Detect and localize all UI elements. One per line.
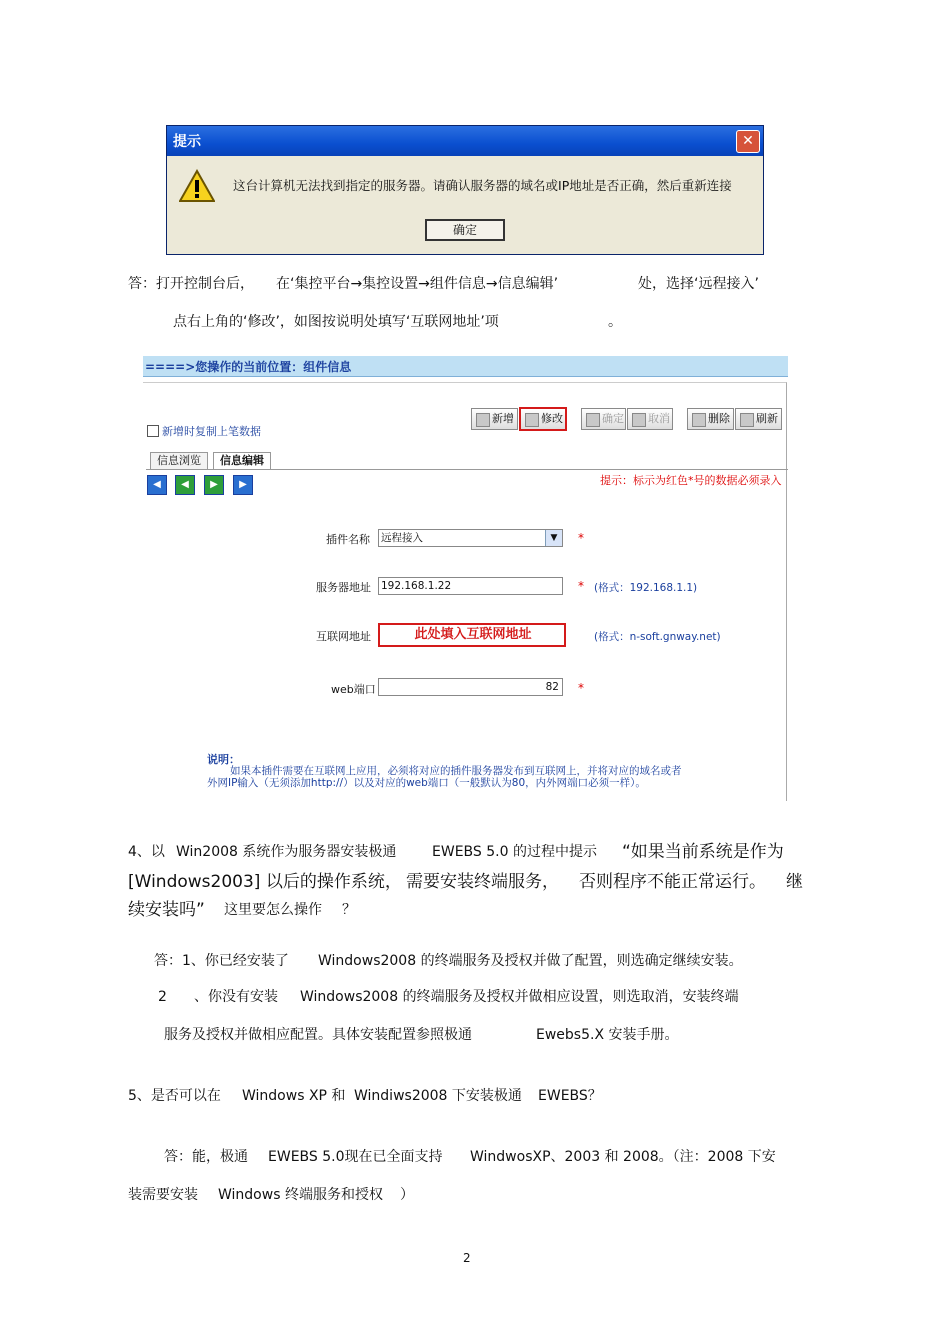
error-dialog <box>166 125 764 255</box>
note-line1: 如果本插件需要在互联网上应用，必须将对应的插件服务器发布到互联网上，并将对应的域名或者 <box>230 765 682 777</box>
answer1-part2: 在‘集控平台→集控设置→组件信息→信息编辑’ <box>276 276 559 292</box>
answer1-part1: 答：打开控制台后， <box>128 276 254 292</box>
location-text: ====>您操作的当前位置：组件信息 <box>145 360 352 374</box>
refresh-icon <box>740 413 754 427</box>
confirm-icon <box>586 413 600 427</box>
cancel-button[interactable] <box>627 408 673 430</box>
tab-divider <box>146 469 788 470</box>
plugin-label: 插件名称 <box>326 533 370 546</box>
next-record-icon[interactable]: ▶ <box>204 475 224 495</box>
plugin-select[interactable] <box>378 529 563 547</box>
note-line2: 外网IP输入（无须添加http://）以及对应的web端口（一般默认为80，内外网端口必须一样）。 <box>207 777 646 789</box>
q4-l3a: 续安装吗” <box>128 900 205 920</box>
location-bar <box>143 356 788 377</box>
a5-l2b: Windows 终端服务和授权 <box>218 1187 383 1203</box>
edit-label: 修改 <box>541 412 563 425</box>
warning-icon <box>179 169 215 203</box>
q5-a: 5、是否可以在 <box>128 1088 221 1104</box>
required-star: * <box>578 531 584 545</box>
first-record-icon[interactable]: ◀ <box>147 475 167 495</box>
a5-l1b: EWEBS 5.0现在已全面支持 <box>268 1149 443 1165</box>
q4-l3c: ？ <box>342 902 356 918</box>
chevron-down-icon[interactable]: ▼ <box>545 530 562 546</box>
server-format: (格式：192.168.1.1) <box>594 582 698 594</box>
q5-d: EWEBS？ <box>538 1088 602 1104</box>
internet-format: (格式：n-soft.gnway.net) <box>594 631 721 643</box>
a4-l2b: 、你没有安装 <box>194 989 278 1005</box>
last-record-icon[interactable]: ▶ <box>233 475 253 495</box>
q5-c: Windiws2008 下安装极通 <box>354 1088 522 1104</box>
required-star: * <box>578 579 584 593</box>
a4-l1a: 答：1、你已经安装了 <box>154 953 289 969</box>
cancel-label: 取消 <box>648 412 670 425</box>
a4-l2c: Windows2008 的终端服务及授权并做相应设置，则选取消，安装终端 <box>300 989 739 1005</box>
dialog-message: 这台计算机无法找到指定的服务器。请确认服务器的域名或IP地址是否正确，然后重新连接 <box>233 178 732 193</box>
confirm-button[interactable] <box>581 408 626 430</box>
required-star: * <box>578 681 584 695</box>
delete-button[interactable] <box>687 408 734 430</box>
answer1-part3: 处，选择‘远程接入’ <box>638 276 759 292</box>
edit-icon <box>525 413 539 427</box>
copy-checkbox[interactable] <box>147 425 159 437</box>
q5-b: Windows XP 和 <box>242 1088 346 1104</box>
internet-label: 互联网地址 <box>316 630 371 643</box>
a5-l1c: WindwosXP、2003 和 2008。（注：2008 下安 <box>470 1149 776 1165</box>
a4-l3a: 服务及授权并做相应配置。具体安装配置参照极通 <box>164 1027 472 1043</box>
a4-l2a: 2 <box>158 989 167 1005</box>
dialog-title: 提示 <box>173 134 201 150</box>
confirm-label: 确定 <box>602 412 624 425</box>
web-port-label: web端口 <box>331 683 376 696</box>
q4-l1b: Win2008 系统作为服务器安装极通 <box>176 844 397 860</box>
add-button[interactable] <box>471 408 518 430</box>
q4-l1d: “如果当前系统是作为 <box>622 842 784 862</box>
delete-label: 删除 <box>708 412 730 425</box>
q4-l2c: 否则程序不能正常运行。 <box>579 872 766 892</box>
add-icon <box>476 413 490 427</box>
web-port-input[interactable]: 82 <box>378 678 563 696</box>
server-label: 服务器地址 <box>316 581 371 594</box>
note-title: 说明： <box>207 753 240 766</box>
q4-l2b: 需要安装终端服务， <box>406 872 559 892</box>
ok-button[interactable]: 确定 <box>425 219 505 241</box>
q4-l2d: 继 <box>786 872 803 892</box>
a5-l2c: ） <box>400 1187 414 1203</box>
a5-l1a: 答：能，极通 <box>164 1149 248 1165</box>
close-icon[interactable]: ✕ <box>736 130 760 153</box>
copy-checkbox-label: 新增时复制上笔数据 <box>162 425 261 438</box>
plugin-value: 远程接入 <box>381 532 423 544</box>
refresh-label: 刷新 <box>756 412 778 425</box>
tab-edit[interactable]: 信息编辑 <box>213 452 271 470</box>
edit-button[interactable] <box>519 407 567 431</box>
q4-l1c: EWEBS 5.0 的过程中提示 <box>432 844 597 860</box>
cancel-icon <box>632 413 646 427</box>
dialog-titlebar <box>167 126 763 156</box>
page-number: 2 <box>463 1251 471 1265</box>
refresh-button[interactable] <box>735 408 782 430</box>
q4-l2a: [Windows2003] 以后的操作系统， <box>128 872 402 892</box>
q4-l3b: 这里要怎么操作 <box>224 902 322 918</box>
a5-l2a: 装需要安装 <box>128 1187 198 1203</box>
add-label: 新增 <box>492 412 514 425</box>
delete-icon <box>692 413 706 427</box>
a4-l1b: Windows2008 的终端服务及授权并做了配置，则选确定继续安装。 <box>318 953 743 969</box>
answer1-line2: 点右上角的‘修改’，如图按说明处填写‘互联网地址’项 <box>173 314 499 330</box>
prev-record-icon[interactable]: ◀ <box>175 475 195 495</box>
q4-l1a: 4、以 <box>128 844 165 860</box>
a4-l3b: Ewebs5.X 安装手册。 <box>536 1027 679 1043</box>
answer1-line2-end: 。 <box>608 314 622 330</box>
server-input[interactable]: 192.168.1.22 <box>378 577 563 595</box>
tab-browse[interactable]: 信息浏览 <box>150 452 208 470</box>
internet-input[interactable]: 此处填入互联网地址 <box>378 623 566 647</box>
required-hint: 提示：标示为红色*号的数据必须录入 <box>600 474 782 487</box>
